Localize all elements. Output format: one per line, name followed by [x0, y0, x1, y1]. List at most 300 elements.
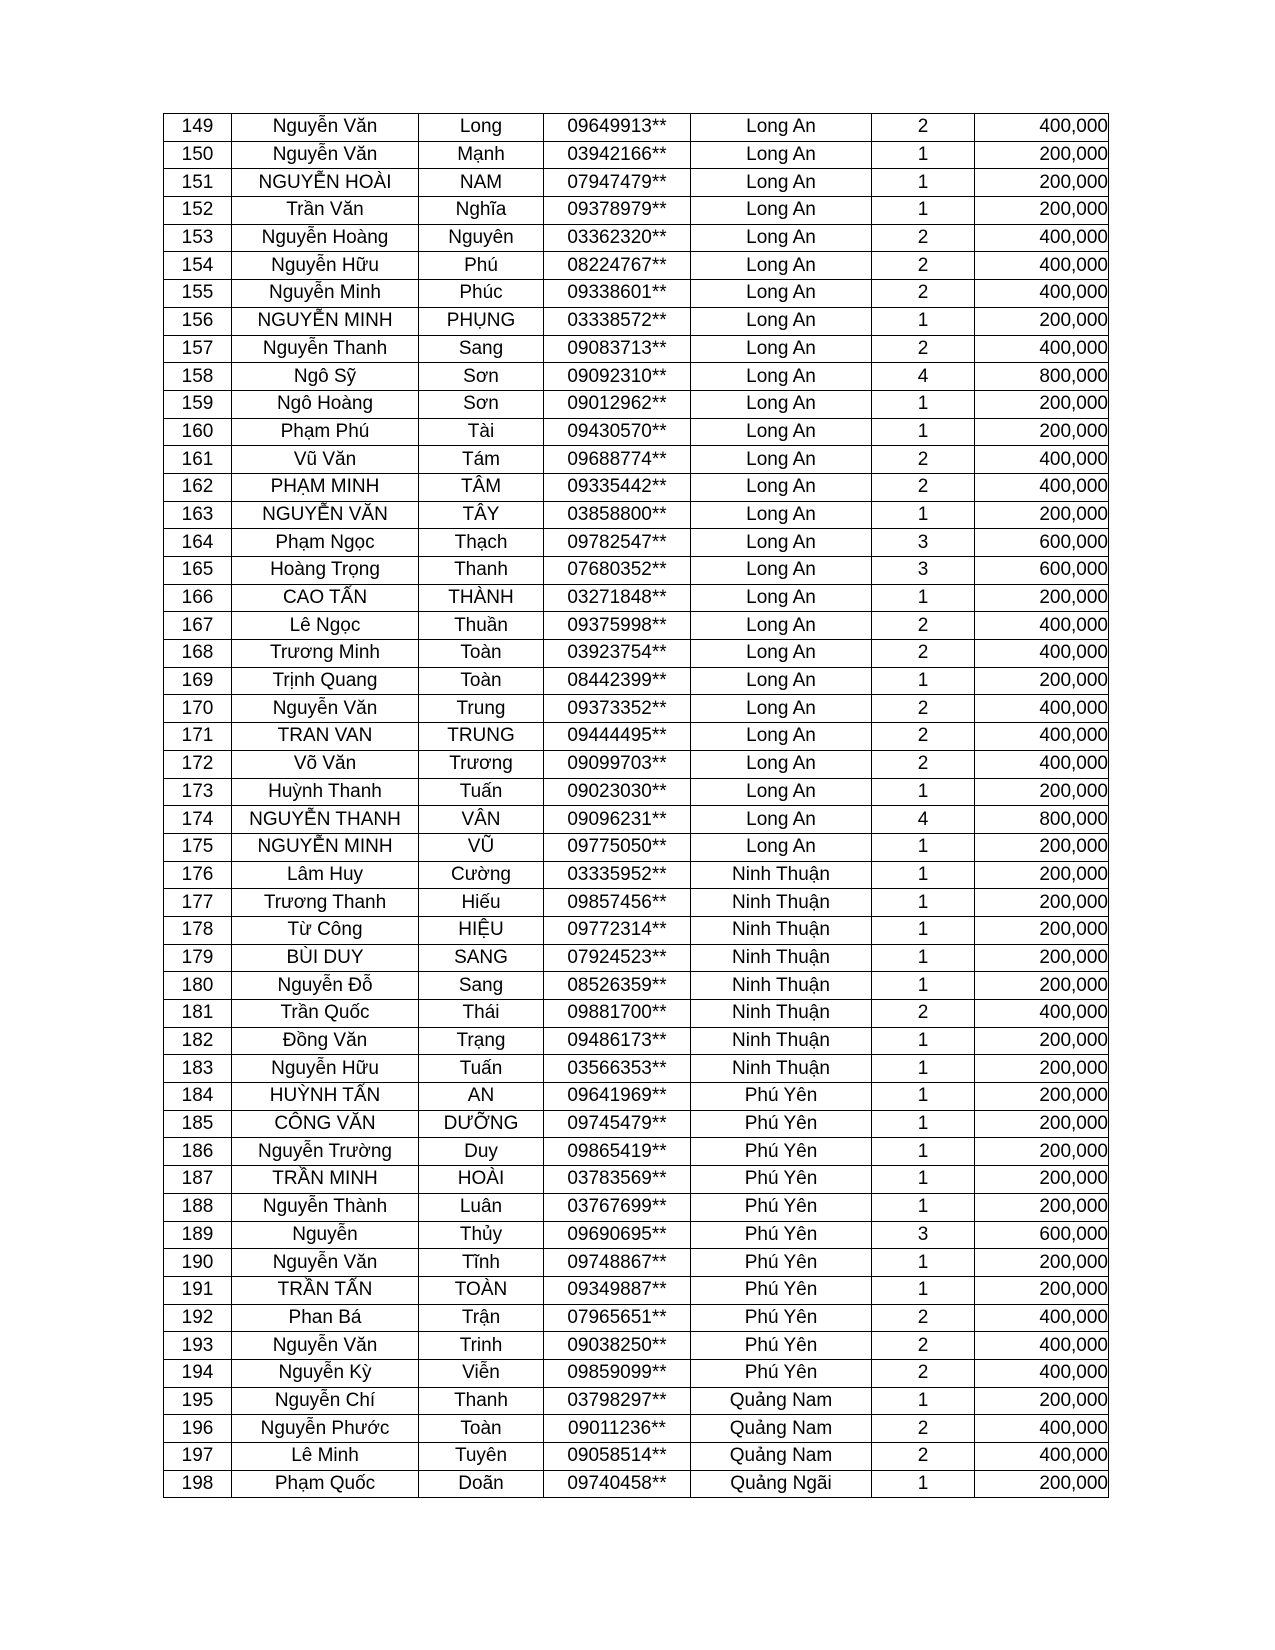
given-name-cell: Toàn — [419, 667, 544, 695]
phone-cell: 07924523** — [544, 944, 691, 972]
given-name-cell: Tài — [419, 418, 544, 446]
amount-cell: 400,000 — [975, 612, 1109, 640]
amount-cell: 200,000 — [975, 418, 1109, 446]
phone-cell: 09378979** — [544, 197, 691, 225]
province-cell: Long An — [691, 529, 872, 557]
phone-cell: 09881700** — [544, 1000, 691, 1028]
given-name-cell: TOÀN — [419, 1276, 544, 1304]
province-cell: Long An — [691, 473, 872, 501]
quantity-cell: 1 — [872, 1138, 975, 1166]
surname-cell: Nguyễn Trường — [232, 1138, 419, 1166]
province-cell: Long An — [691, 114, 872, 142]
quantity-cell: 4 — [872, 363, 975, 391]
table-row — [164, 916, 1109, 944]
province-cell: Phú Yên — [691, 1332, 872, 1360]
row-number-cell: 159 — [164, 390, 232, 418]
surname-cell: TRẦN TẤN — [232, 1276, 419, 1304]
given-name-cell: VŨ — [419, 833, 544, 861]
phone-cell: 03942166** — [544, 141, 691, 169]
given-name-cell: Trận — [419, 1304, 544, 1332]
amount-cell: 200,000 — [975, 944, 1109, 972]
amount-cell: 200,000 — [975, 861, 1109, 889]
table-row — [164, 1193, 1109, 1221]
surname-cell: Nguyễn Thanh — [232, 335, 419, 363]
given-name-cell: Sang — [419, 972, 544, 1000]
amount-cell: 200,000 — [975, 1083, 1109, 1111]
row-number-cell: 165 — [164, 557, 232, 585]
surname-cell: Từ Công — [232, 916, 419, 944]
surname-cell: Nguyễn Văn — [232, 1332, 419, 1360]
phone-cell: 09430570** — [544, 418, 691, 446]
surname-cell: Trịnh Quang — [232, 667, 419, 695]
row-number-cell: 160 — [164, 418, 232, 446]
given-name-cell: Mạnh — [419, 141, 544, 169]
row-number-cell: 167 — [164, 612, 232, 640]
quantity-cell: 1 — [872, 1470, 975, 1498]
phone-cell: 03362320** — [544, 224, 691, 252]
roster-body — [164, 114, 1109, 1498]
table-row — [164, 750, 1109, 778]
quantity-cell: 2 — [872, 224, 975, 252]
table-row — [164, 307, 1109, 335]
amount-cell: 600,000 — [975, 1221, 1109, 1249]
table-row — [164, 418, 1109, 446]
given-name-cell: TÂY — [419, 501, 544, 529]
table-row — [164, 695, 1109, 723]
phone-cell: 09083713** — [544, 335, 691, 363]
phone-cell: 03798297** — [544, 1387, 691, 1415]
table-row — [164, 169, 1109, 197]
quantity-cell: 1 — [872, 833, 975, 861]
table-row — [164, 446, 1109, 474]
surname-cell: TRẦN MINH — [232, 1166, 419, 1194]
quantity-cell: 2 — [872, 1359, 975, 1387]
amount-cell: 400,000 — [975, 280, 1109, 308]
surname-cell: NGUYỄN MINH — [232, 307, 419, 335]
amount-cell: 200,000 — [975, 141, 1109, 169]
phone-cell: 09649913** — [544, 114, 691, 142]
amount-cell: 400,000 — [975, 695, 1109, 723]
quantity-cell: 2 — [872, 1000, 975, 1028]
surname-cell: Nguyễn Phước — [232, 1415, 419, 1443]
phone-cell: 09373352** — [544, 695, 691, 723]
quantity-cell: 4 — [872, 806, 975, 834]
quantity-cell: 1 — [872, 1276, 975, 1304]
table-row — [164, 584, 1109, 612]
row-number-cell: 170 — [164, 695, 232, 723]
amount-cell: 200,000 — [975, 501, 1109, 529]
phone-cell: 03566353** — [544, 1055, 691, 1083]
quantity-cell: 3 — [872, 1221, 975, 1249]
row-number-cell: 175 — [164, 833, 232, 861]
phone-cell: 09486173** — [544, 1027, 691, 1055]
row-number-cell: 196 — [164, 1415, 232, 1443]
row-number-cell: 195 — [164, 1387, 232, 1415]
amount-cell: 200,000 — [975, 1249, 1109, 1277]
quantity-cell: 1 — [872, 667, 975, 695]
phone-cell: 03338572** — [544, 307, 691, 335]
amount-cell: 600,000 — [975, 557, 1109, 585]
given-name-cell: Duy — [419, 1138, 544, 1166]
row-number-cell: 162 — [164, 473, 232, 501]
surname-cell: Nguyễn Văn — [232, 1249, 419, 1277]
given-name-cell: Doãn — [419, 1470, 544, 1498]
quantity-cell: 1 — [872, 197, 975, 225]
phone-cell: 09745479** — [544, 1110, 691, 1138]
amount-cell: 400,000 — [975, 473, 1109, 501]
table-row — [164, 806, 1109, 834]
phone-cell: 09444495** — [544, 723, 691, 751]
surname-cell: Lê Minh — [232, 1443, 419, 1471]
surname-cell: NGUYỄN HOÀI — [232, 169, 419, 197]
given-name-cell: PHỤNG — [419, 307, 544, 335]
table-row — [164, 114, 1109, 142]
given-name-cell: Phú — [419, 252, 544, 280]
table-row — [164, 944, 1109, 972]
row-number-cell: 161 — [164, 446, 232, 474]
quantity-cell: 2 — [872, 252, 975, 280]
surname-cell: Trần Văn — [232, 197, 419, 225]
amount-cell: 200,000 — [975, 307, 1109, 335]
row-number-cell: 191 — [164, 1276, 232, 1304]
amount-cell: 400,000 — [975, 1332, 1109, 1360]
province-cell: Phú Yên — [691, 1193, 872, 1221]
surname-cell: Ngô Hoàng — [232, 390, 419, 418]
surname-cell: Nguyễn Minh — [232, 280, 419, 308]
row-number-cell: 157 — [164, 335, 232, 363]
surname-cell: BÙI DUY — [232, 944, 419, 972]
quantity-cell: 2 — [872, 446, 975, 474]
row-number-cell: 187 — [164, 1166, 232, 1194]
amount-cell: 200,000 — [975, 778, 1109, 806]
amount-cell: 200,000 — [975, 667, 1109, 695]
table-row — [164, 335, 1109, 363]
table-row — [164, 1276, 1109, 1304]
quantity-cell: 1 — [872, 889, 975, 917]
phone-cell: 09641969** — [544, 1083, 691, 1111]
quantity-cell: 1 — [872, 390, 975, 418]
quantity-cell: 2 — [872, 612, 975, 640]
amount-cell: 200,000 — [975, 1110, 1109, 1138]
amount-cell: 200,000 — [975, 1166, 1109, 1194]
amount-cell: 400,000 — [975, 723, 1109, 751]
row-number-cell: 150 — [164, 141, 232, 169]
table-row — [164, 1138, 1109, 1166]
surname-cell: Nguyễn Đỗ — [232, 972, 419, 1000]
phone-cell: 09857456** — [544, 889, 691, 917]
quantity-cell: 1 — [872, 141, 975, 169]
province-cell: Phú Yên — [691, 1083, 872, 1111]
row-number-cell: 151 — [164, 169, 232, 197]
row-number-cell: 188 — [164, 1193, 232, 1221]
table-row — [164, 1304, 1109, 1332]
row-number-cell: 194 — [164, 1359, 232, 1387]
table-row — [164, 1387, 1109, 1415]
phone-cell: 09058514** — [544, 1443, 691, 1471]
quantity-cell: 2 — [872, 335, 975, 363]
given-name-cell: HIỆU — [419, 916, 544, 944]
surname-cell: NGUYỄN THANH — [232, 806, 419, 834]
table-row — [164, 363, 1109, 391]
surname-cell: Phạm Quốc — [232, 1470, 419, 1498]
given-name-cell: Thanh — [419, 1387, 544, 1415]
given-name-cell: SANG — [419, 944, 544, 972]
row-number-cell: 168 — [164, 640, 232, 668]
row-number-cell: 172 — [164, 750, 232, 778]
surname-cell: Trương Thanh — [232, 889, 419, 917]
quantity-cell: 1 — [872, 418, 975, 446]
province-cell: Ninh Thuận — [691, 1055, 872, 1083]
surname-cell: Nguyễn Chí — [232, 1387, 419, 1415]
quantity-cell: 1 — [872, 1249, 975, 1277]
quantity-cell: 2 — [872, 695, 975, 723]
amount-cell: 400,000 — [975, 224, 1109, 252]
row-number-cell: 185 — [164, 1110, 232, 1138]
phone-cell: 09335442** — [544, 473, 691, 501]
row-number-cell: 156 — [164, 307, 232, 335]
quantity-cell: 1 — [872, 861, 975, 889]
province-cell: Ninh Thuận — [691, 972, 872, 1000]
surname-cell: Lâm Huy — [232, 861, 419, 889]
given-name-cell: Tám — [419, 446, 544, 474]
surname-cell: Đồng Văn — [232, 1027, 419, 1055]
amount-cell: 200,000 — [975, 833, 1109, 861]
phone-cell: 03858800** — [544, 501, 691, 529]
given-name-cell: Hiếu — [419, 889, 544, 917]
table-row — [164, 612, 1109, 640]
amount-cell: 200,000 — [975, 197, 1109, 225]
amount-cell: 200,000 — [975, 1193, 1109, 1221]
province-cell: Long An — [691, 252, 872, 280]
surname-cell: Huỳnh Thanh — [232, 778, 419, 806]
quantity-cell: 1 — [872, 1055, 975, 1083]
amount-cell: 200,000 — [975, 1138, 1109, 1166]
amount-cell: 200,000 — [975, 1470, 1109, 1498]
given-name-cell: Tuấn — [419, 1055, 544, 1083]
phone-cell: 09099703** — [544, 750, 691, 778]
table-row — [164, 1415, 1109, 1443]
quantity-cell: 1 — [872, 307, 975, 335]
table-row — [164, 778, 1109, 806]
table-row — [164, 861, 1109, 889]
province-cell: Long An — [691, 169, 872, 197]
table-row — [164, 1443, 1109, 1471]
province-cell: Phú Yên — [691, 1249, 872, 1277]
province-cell: Ninh Thuận — [691, 944, 872, 972]
given-name-cell: Trung — [419, 695, 544, 723]
province-cell: Phú Yên — [691, 1359, 872, 1387]
surname-cell: CAO TẤN — [232, 584, 419, 612]
province-cell: Ninh Thuận — [691, 1000, 872, 1028]
amount-cell: 200,000 — [975, 972, 1109, 1000]
row-number-cell: 158 — [164, 363, 232, 391]
quantity-cell: 1 — [872, 972, 975, 1000]
quantity-cell: 1 — [872, 1110, 975, 1138]
table-row — [164, 1221, 1109, 1249]
province-cell: Long An — [691, 584, 872, 612]
row-number-cell: 189 — [164, 1221, 232, 1249]
province-cell: Quảng Nam — [691, 1387, 872, 1415]
table-row — [164, 557, 1109, 585]
row-number-cell: 149 — [164, 114, 232, 142]
given-name-cell: Cường — [419, 861, 544, 889]
table-row — [164, 252, 1109, 280]
phone-cell: 03271848** — [544, 584, 691, 612]
row-number-cell: 186 — [164, 1138, 232, 1166]
given-name-cell: Tuyên — [419, 1443, 544, 1471]
surname-cell: Phan Bá — [232, 1304, 419, 1332]
surname-cell: PHẠM MINH — [232, 473, 419, 501]
given-name-cell: Luân — [419, 1193, 544, 1221]
given-name-cell: Trinh — [419, 1332, 544, 1360]
phone-cell: 09023030** — [544, 778, 691, 806]
phone-cell: 09012962** — [544, 390, 691, 418]
surname-cell: Nguyễn Văn — [232, 141, 419, 169]
province-cell: Long An — [691, 418, 872, 446]
surname-cell: NGUYỄN MINH — [232, 833, 419, 861]
row-number-cell: 153 — [164, 224, 232, 252]
quantity-cell: 1 — [872, 944, 975, 972]
given-name-cell: Thái — [419, 1000, 544, 1028]
row-number-cell: 166 — [164, 584, 232, 612]
phone-cell: 03767699** — [544, 1193, 691, 1221]
given-name-cell: Toàn — [419, 640, 544, 668]
given-name-cell: DƯỠNG — [419, 1110, 544, 1138]
amount-cell: 400,000 — [975, 335, 1109, 363]
given-name-cell: Tĩnh — [419, 1249, 544, 1277]
given-name-cell: THÀNH — [419, 584, 544, 612]
amount-cell: 400,000 — [975, 1415, 1109, 1443]
surname-cell: Võ Văn — [232, 750, 419, 778]
amount-cell: 400,000 — [975, 1304, 1109, 1332]
table-row — [164, 1332, 1109, 1360]
quantity-cell: 3 — [872, 557, 975, 585]
province-cell: Ninh Thuận — [691, 1027, 872, 1055]
table-row — [164, 1166, 1109, 1194]
province-cell: Phú Yên — [691, 1276, 872, 1304]
quantity-cell: 2 — [872, 750, 975, 778]
row-number-cell: 163 — [164, 501, 232, 529]
quantity-cell: 1 — [872, 1083, 975, 1111]
surname-cell: Trương Minh — [232, 640, 419, 668]
table-row — [164, 1055, 1109, 1083]
given-name-cell: Trạng — [419, 1027, 544, 1055]
amount-cell: 400,000 — [975, 1443, 1109, 1471]
given-name-cell: NAM — [419, 169, 544, 197]
row-number-cell: 173 — [164, 778, 232, 806]
phone-cell: 09338601** — [544, 280, 691, 308]
phone-cell: 08224767** — [544, 252, 691, 280]
quantity-cell: 1 — [872, 1193, 975, 1221]
table-row — [164, 1249, 1109, 1277]
province-cell: Phú Yên — [691, 1138, 872, 1166]
amount-cell: 200,000 — [975, 1387, 1109, 1415]
province-cell: Long An — [691, 197, 872, 225]
amount-cell: 400,000 — [975, 114, 1109, 142]
phone-cell: 09349887** — [544, 1276, 691, 1304]
province-cell: Long An — [691, 667, 872, 695]
amount-cell: 200,000 — [975, 1276, 1109, 1304]
surname-cell: TRAN VAN — [232, 723, 419, 751]
given-name-cell: Phúc — [419, 280, 544, 308]
row-number-cell: 169 — [164, 667, 232, 695]
given-name-cell: HOÀI — [419, 1166, 544, 1194]
province-cell: Long An — [691, 224, 872, 252]
table-row — [164, 1110, 1109, 1138]
table-row — [164, 529, 1109, 557]
given-name-cell: Sang — [419, 335, 544, 363]
amount-cell: 800,000 — [975, 806, 1109, 834]
given-name-cell: Nghĩa — [419, 197, 544, 225]
amount-cell: 200,000 — [975, 916, 1109, 944]
table-row — [164, 640, 1109, 668]
surname-cell: Phạm Ngọc — [232, 529, 419, 557]
row-number-cell: 174 — [164, 806, 232, 834]
phone-cell: 03923754** — [544, 640, 691, 668]
phone-cell: 07947479** — [544, 169, 691, 197]
table-row — [164, 1027, 1109, 1055]
surname-cell: Nguyễn Kỳ — [232, 1359, 419, 1387]
given-name-cell: Tuấn — [419, 778, 544, 806]
province-cell: Ninh Thuận — [691, 861, 872, 889]
given-name-cell: Sơn — [419, 363, 544, 391]
province-cell: Long An — [691, 335, 872, 363]
surname-cell: Lê Ngọc — [232, 612, 419, 640]
quantity-cell: 2 — [872, 640, 975, 668]
surname-cell: Nguyễn Hoàng — [232, 224, 419, 252]
amount-cell: 200,000 — [975, 1027, 1109, 1055]
surname-cell: Phạm Phú — [232, 418, 419, 446]
surname-cell: Nguyễn Thành — [232, 1193, 419, 1221]
row-number-cell: 198 — [164, 1470, 232, 1498]
table-row — [164, 473, 1109, 501]
quantity-cell: 2 — [872, 1443, 975, 1471]
amount-cell: 800,000 — [975, 363, 1109, 391]
province-cell: Long An — [691, 778, 872, 806]
phone-cell: 09375998** — [544, 612, 691, 640]
surname-cell: Nguyễn Văn — [232, 114, 419, 142]
amount-cell: 400,000 — [975, 252, 1109, 280]
quantity-cell: 1 — [872, 916, 975, 944]
row-number-cell: 192 — [164, 1304, 232, 1332]
province-cell: Quảng Ngãi — [691, 1470, 872, 1498]
quantity-cell: 2 — [872, 1332, 975, 1360]
province-cell: Long An — [691, 307, 872, 335]
surname-cell: Nguyễn Hữu — [232, 1055, 419, 1083]
province-cell: Long An — [691, 363, 872, 391]
province-cell: Long An — [691, 280, 872, 308]
phone-cell: 09092310** — [544, 363, 691, 391]
given-name-cell: Thuần — [419, 612, 544, 640]
quantity-cell: 1 — [872, 1387, 975, 1415]
quantity-cell: 1 — [872, 169, 975, 197]
province-cell: Phú Yên — [691, 1166, 872, 1194]
phone-cell: 08526359** — [544, 972, 691, 1000]
phone-cell: 09038250** — [544, 1332, 691, 1360]
table-row — [164, 501, 1109, 529]
amount-cell: 200,000 — [975, 889, 1109, 917]
province-cell: Long An — [691, 390, 872, 418]
row-number-cell: 178 — [164, 916, 232, 944]
table-row — [164, 141, 1109, 169]
phone-cell: 09772314** — [544, 916, 691, 944]
table-row — [164, 280, 1109, 308]
given-name-cell: Sơn — [419, 390, 544, 418]
phone-cell: 03783569** — [544, 1166, 691, 1194]
phone-cell: 08442399** — [544, 667, 691, 695]
surname-cell: HUỲNH TẤN — [232, 1083, 419, 1111]
row-number-cell: 190 — [164, 1249, 232, 1277]
